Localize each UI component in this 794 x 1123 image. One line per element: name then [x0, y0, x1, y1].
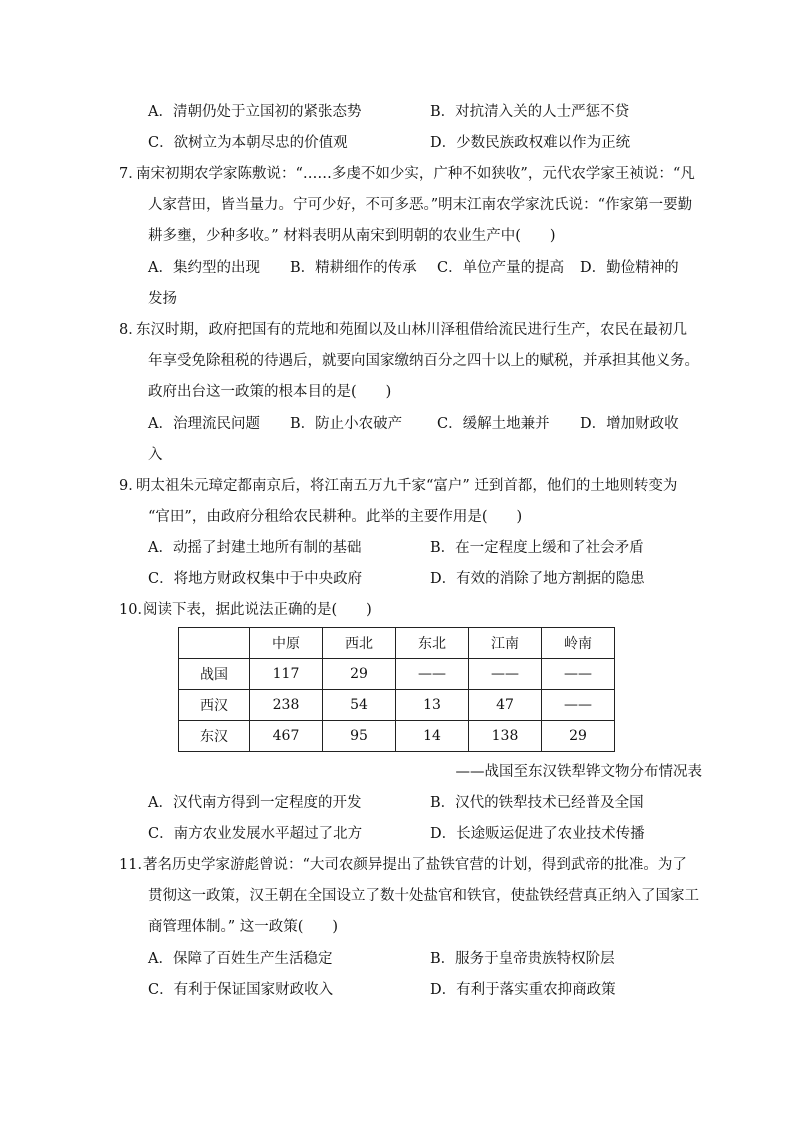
iron-plough-distribution-table [178, 627, 615, 752]
table-cell: 467 [250, 721, 323, 752]
q10-option-d: D．长途贩运促进了农业技术传播 [430, 826, 645, 842]
q7-option-c: C．单位产量的提高 [437, 260, 565, 276]
q6-option-b: B．对抗清入关的人士严惩不贷 [430, 104, 630, 120]
q8-stem-line: 东汉时期，政府把国有的荒地和苑囿以及山林川泽租借给流民进行生产，农民在最初几 [136, 322, 687, 338]
table-cell: 54 [323, 690, 396, 721]
q11-stem-line: 著名历史学家游彪曾说：“大司农颜异提出了盐铁官营的计划，得到武帝的批准。为了 [143, 857, 687, 873]
table-cell: —— [396, 659, 469, 690]
q8-stem-line: 政府出台这一政策的根本目的是( ) [148, 384, 392, 400]
q8-option-a: A．治理流民问题 [148, 416, 260, 432]
q7-stem-line: 耕多壅，少种多收。” 材料表明从南宋到明朝的农业生产中( ) [148, 228, 556, 244]
table-cell: 东汉 [179, 721, 250, 752]
table-header-cell: 中原 [250, 628, 323, 659]
q7-stem-line: 南宋初期农学家陈敷说：“……多虔不如少实，广种不如狭收”，元代农学家王祯说：“凡 [136, 166, 695, 182]
q10-option-b: B．汉代的铁犁技术已经普及全国 [430, 795, 644, 811]
q8-option-b: B．防止小农破产 [290, 416, 403, 432]
table-header-cell [179, 628, 250, 659]
q9-option-a: A．动摇了封建土地所有制的基础 [148, 540, 362, 556]
table-cell: 西汉 [179, 690, 250, 721]
table-header-cell: 西北 [323, 628, 396, 659]
table-header-cell: 岭南 [542, 628, 615, 659]
question-number: 9． [119, 478, 143, 494]
question-number: 8． [119, 322, 143, 338]
q10-option-c: C．南方农业发展水平超过了北方 [148, 826, 363, 842]
q11-stem-line: 商管理体制。” 这一政策( ) [148, 919, 339, 935]
q7-option-a: A．集约型的出现 [148, 260, 260, 276]
q11-option-d: D．有利于落实重农抑商政策 [430, 982, 616, 998]
table-cell: 238 [250, 690, 323, 721]
table-cell: 29 [542, 721, 615, 752]
question-number: 10． [119, 602, 152, 618]
q11-stem-line: 贯彻这一政策，汉王朝在全国设立了数十处盐官和铁官，使盐铁经营真正纳入了国家工 [148, 888, 699, 904]
table-cell: 138 [469, 721, 542, 752]
q9-option-d: D．有效的消除了地方割据的隐患 [430, 571, 645, 587]
q10-option-a: A．汉代南方得到一定程度的开发 [148, 795, 362, 811]
table-cell: 47 [469, 690, 542, 721]
question-number: 11． [119, 857, 152, 873]
table-header-cell: 江南 [469, 628, 542, 659]
q7-option-d: D．勤俭精神的 [580, 260, 679, 276]
q9-option-b: B．在一定程度上缓和了社会矛盾 [430, 540, 644, 556]
q8-option-d: D．增加财政收 [580, 416, 679, 432]
table-cell: 95 [323, 721, 396, 752]
q7-option-b: B．精耕细作的传承 [290, 260, 417, 276]
q7-stem-line: 人家营田，皆当量力。宁可少好，不可多恶。”明末江南农学家沈氏说：“作家第一要勤 [148, 197, 693, 213]
q6-option-d: D．少数民族政权难以作为正统 [430, 135, 631, 151]
table-row [179, 690, 615, 721]
q8-option-d-continued: 入 [148, 447, 163, 463]
q11-option-a: A．保障了百姓生产生活稳定 [148, 951, 333, 967]
table-cell: 战国 [179, 659, 250, 690]
q8-option-c: C．缓解土地兼并 [437, 416, 550, 432]
q11-option-b: B．服务于皇帝贵族特权阶层 [430, 951, 615, 967]
q7-option-d-continued: 发扬 [148, 291, 177, 307]
q6-option-a: A．清朝仍处于立国初的紧张态势 [148, 104, 362, 120]
table-cell: —— [542, 659, 615, 690]
table-cell: 13 [396, 690, 469, 721]
table-cell: 117 [250, 659, 323, 690]
q9-option-c: C．将地方财政权集中于中央政府 [148, 571, 363, 587]
q8-stem-line: 年享受免除租税的待遇后，就要向国家缴纳百分之四十以上的赋税，并承担其他义务。 [148, 353, 699, 369]
table-cell: —— [542, 690, 615, 721]
q9-stem-line: 明太祖朱元璋定都南京后，将江南五万九千家“富户” 迁到首都，他们的土地则转变为 [136, 478, 678, 494]
q10-stem: 阅读下表，据此说法正确的是( ) [143, 602, 372, 618]
table-caption: ——战国至东汉铁犁铧文物分布情况表 [455, 764, 702, 780]
q6-option-c: C．欲树立为本朝尽忠的价值观 [148, 135, 348, 151]
table-header-cell: 东北 [396, 628, 469, 659]
table-cell: 29 [323, 659, 396, 690]
table-cell: —— [469, 659, 542, 690]
table-header-row [179, 628, 615, 659]
q11-option-c: C．有利于保证国家财政收入 [148, 982, 334, 998]
table-row [179, 659, 615, 690]
q9-stem-line: “官田”，由政府分租给农民耕种。此举的主要作用是( ) [148, 509, 523, 525]
table-cell: 14 [396, 721, 469, 752]
table-row [179, 721, 615, 752]
question-number: 7． [119, 166, 143, 182]
